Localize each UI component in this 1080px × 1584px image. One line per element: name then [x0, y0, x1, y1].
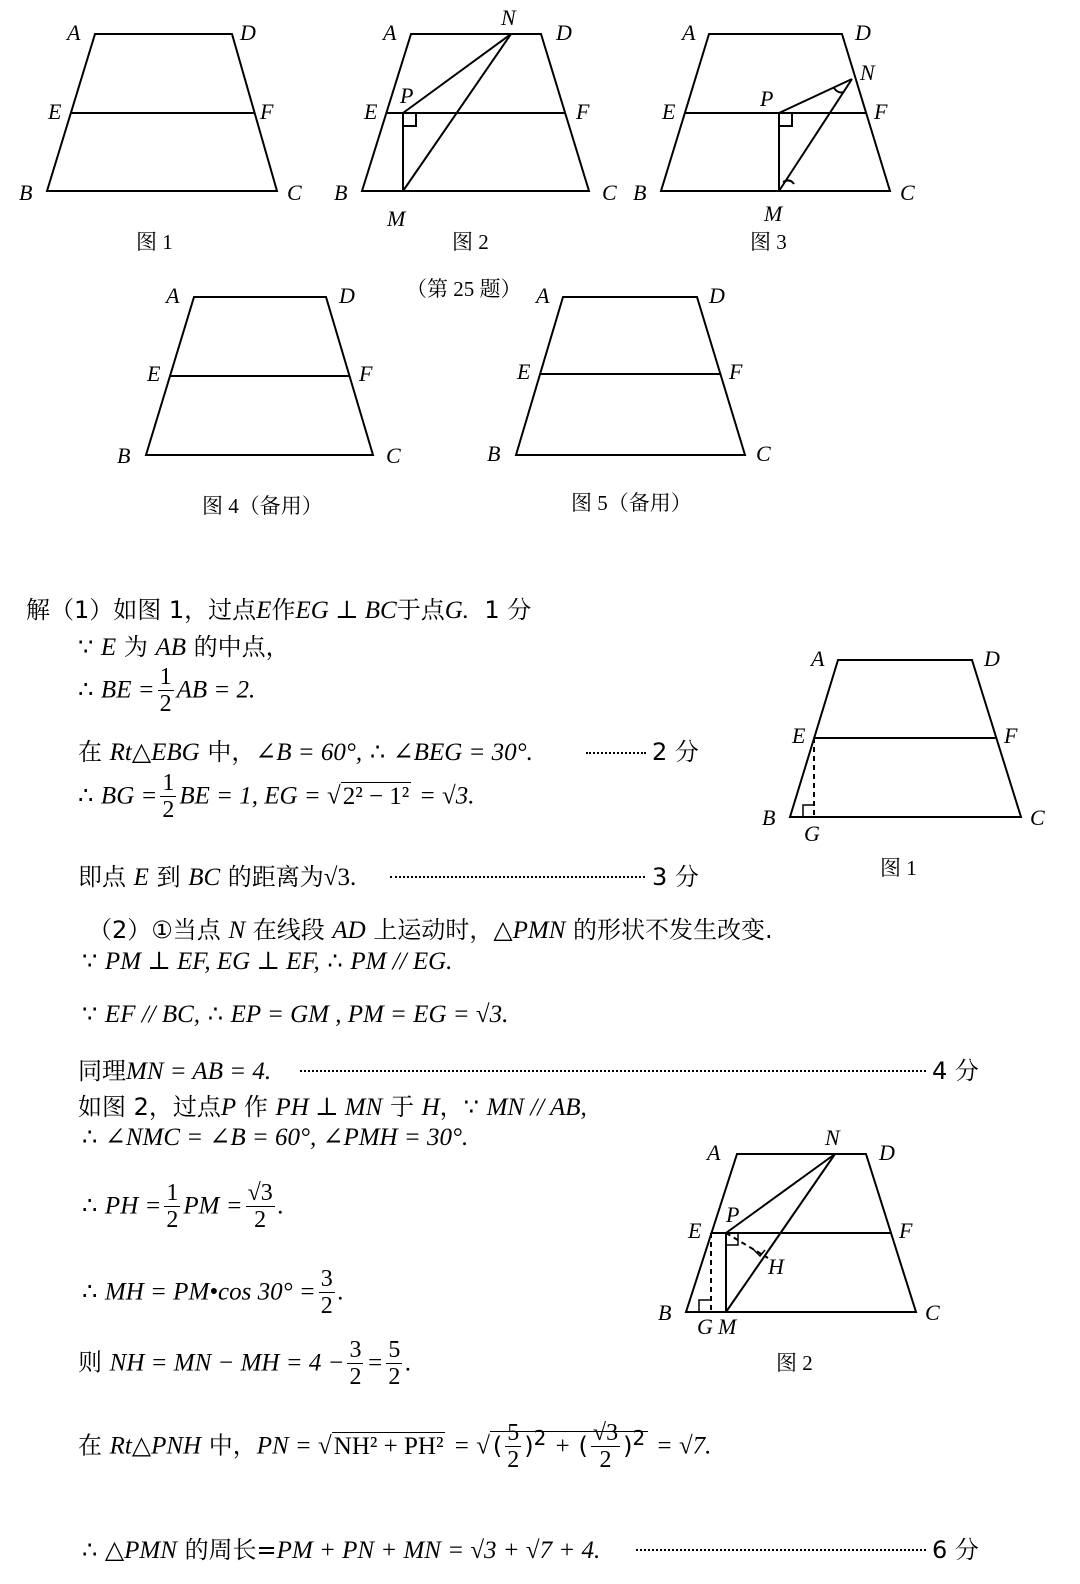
- label-A: A: [811, 646, 825, 671]
- dot-leader: [586, 752, 646, 754]
- label-G: G: [804, 821, 820, 846]
- score-3: 3 分: [652, 863, 699, 891]
- label-B: B: [633, 180, 647, 205]
- label-B: B: [762, 805, 776, 830]
- label-D: D: [339, 283, 355, 308]
- solution-line-14: ∴ MH = PM•cos 30° = $\frac{3}{2}$ .: [82, 1266, 344, 1319]
- label-A: A: [707, 1140, 721, 1165]
- label-B: B: [19, 180, 33, 205]
- label-E: E: [688, 1218, 702, 1243]
- solution-line-9: ∵ EF // BC, ∴ EP = GM , PM = EG = √3.: [82, 1000, 509, 1028]
- label-D: D: [879, 1140, 895, 1165]
- figure-5-trapezoid: [516, 297, 745, 455]
- solution-line-4: 在 Rt△EBG 中，∠B = 60°, ∴ ∠BEG = 30°.: [78, 738, 533, 766]
- label-E: E: [662, 99, 676, 124]
- solution-line-17: ∴ △PMN 的周长=PM + PN + MN = √3 + √7 + 4.: [82, 1536, 601, 1564]
- solution-line-15: 则 NH = MN − MH = 4 − $\frac{3}{2}$ = $\frac{5}{2}$ .: [78, 1337, 412, 1390]
- label-A: A: [682, 20, 696, 45]
- figure-4-trapezoid: [146, 297, 373, 455]
- caption-fig1: 图 1: [136, 230, 173, 254]
- label-D: D: [984, 646, 1000, 671]
- solution-line-2: ∵ E 为 AB 的中点，: [78, 633, 290, 661]
- label-C: C: [900, 180, 915, 205]
- caption-solution-fig1: 图 1: [880, 856, 917, 880]
- label-A: A: [536, 283, 550, 308]
- label-F: F: [729, 359, 743, 384]
- fraction: $\frac{√3}{2}$: [592, 1420, 619, 1473]
- label-M: M: [718, 1314, 737, 1339]
- dot-leader: [300, 1070, 926, 1072]
- fraction: $\frac{3}{2}$: [320, 1266, 333, 1319]
- score-6: 6 分: [932, 1536, 979, 1564]
- label-H: H: [768, 1254, 784, 1279]
- solution-line-6: 即点 E 到 BC 的距离为√3.: [78, 863, 357, 891]
- fraction: $\frac{5}{2}$: [507, 1420, 520, 1473]
- label-F: F: [1004, 723, 1018, 748]
- label-A: A: [166, 283, 180, 308]
- label-F: F: [260, 99, 274, 124]
- caption-fig4: 图 4（备用）: [202, 494, 323, 518]
- label-P: P: [400, 83, 414, 108]
- label-E: E: [364, 99, 378, 124]
- label-B: B: [334, 180, 348, 205]
- fraction: $\frac{1}{2}$: [159, 664, 172, 717]
- fraction: $\frac{1}{2}$: [166, 1180, 179, 1233]
- score-2: 2 分: [652, 738, 699, 766]
- label-E: E: [48, 99, 62, 124]
- label-F: F: [899, 1218, 913, 1243]
- label-C: C: [386, 443, 401, 468]
- figure-1-trapezoid: [47, 34, 277, 191]
- radical-group: ( $\frac{5}{2}$ )$^2$ + ( $\frac{√3}{2}$ )$^2$: [490, 1431, 648, 1460]
- label-N: N: [501, 5, 516, 30]
- label-N: N: [825, 1125, 840, 1150]
- label-D: D: [855, 20, 871, 45]
- caption-fig2: 图 2: [452, 230, 489, 254]
- solution-line-3: ∴ BE = $\frac{1}{2}$ AB = 2.: [78, 664, 256, 717]
- score-1: 1 分: [484, 596, 532, 624]
- label-N: N: [860, 60, 875, 85]
- solution-line-8: ∵ PM ⊥ EF, EG ⊥ EF, ∴ PM // EG.: [82, 947, 453, 975]
- figure-2-trapezoid: [362, 34, 589, 191]
- label-P: P: [726, 1202, 740, 1227]
- caption-problem: （第 25 题）: [406, 277, 522, 301]
- label-D: D: [240, 20, 256, 45]
- solution-line-1: 解（1）如图 1，过点E作EG ⊥ BC于点G. 1 分: [26, 596, 532, 624]
- label-B: B: [658, 1300, 672, 1325]
- solution-line-11: 如图 2，过点P 作 PH ⊥ MN 于 H，∵ MN // AB,: [78, 1093, 587, 1121]
- fraction: $\frac{1}{2}$: [162, 770, 175, 823]
- solution-line-12: ∴ ∠NMC = ∠B = 60°, ∠PMH = 30°.: [82, 1123, 469, 1151]
- label-E: E: [147, 361, 161, 386]
- label-F: F: [874, 99, 888, 124]
- label-B: B: [487, 441, 501, 466]
- label-F: F: [576, 99, 590, 124]
- label-C: C: [602, 180, 617, 205]
- solution-line-16: 在 Rt△PNH 中，PN = √NH² + PH² = √ ( $\frac{5}{2}$ )$^2$ + ( $\frac{√3}{2}$ )$^2$ = √7.: [78, 1420, 712, 1473]
- label-C: C: [925, 1300, 940, 1325]
- score-4: 4 分: [932, 1057, 979, 1085]
- fraction: $\frac{√3}{2}$: [247, 1180, 273, 1233]
- solution-line-10: 同理MN = AB = 4.: [78, 1057, 272, 1085]
- label-C: C: [756, 441, 771, 466]
- label-E: E: [517, 359, 531, 384]
- label-D: D: [709, 283, 725, 308]
- caption-solution-fig2: 图 2: [776, 1351, 813, 1375]
- label-D: D: [556, 20, 572, 45]
- dot-leader: [390, 876, 645, 878]
- label-M: M: [387, 206, 406, 231]
- caption-fig5: 图 5（备用）: [571, 491, 692, 515]
- solution-line-13: ∴ PH = $\frac{1}{2}$ PM = $\frac{√3}{2}$ .: [82, 1180, 285, 1233]
- solution-figure-1: [790, 660, 1021, 817]
- label-G: G: [697, 1314, 713, 1339]
- caption-fig3: 图 3: [750, 230, 787, 254]
- label-P: P: [760, 86, 774, 111]
- label-C: C: [1030, 805, 1045, 830]
- label-A: A: [67, 20, 81, 45]
- fraction: $\frac{5}{2}$: [388, 1337, 401, 1390]
- label-B: B: [117, 443, 131, 468]
- label-F: F: [359, 361, 373, 386]
- solution-line-5: ∴ BG = $\frac{1}{2}$ BE = 1, EG = √2² − 1² = √3.: [78, 770, 475, 823]
- label-E: E: [792, 723, 806, 748]
- figure-3-trapezoid: [661, 34, 890, 191]
- solution-figure-2: [686, 1154, 916, 1312]
- fraction: $\frac{3}{2}$: [349, 1337, 362, 1390]
- label-M: M: [764, 201, 783, 226]
- label-C: C: [287, 180, 302, 205]
- dot-leader: [636, 1549, 926, 1551]
- solution-line-7: （2）①当点 N 在线段 AD 上运动时，△PMN 的形状不发生改变.: [88, 916, 773, 944]
- label-A: A: [383, 20, 397, 45]
